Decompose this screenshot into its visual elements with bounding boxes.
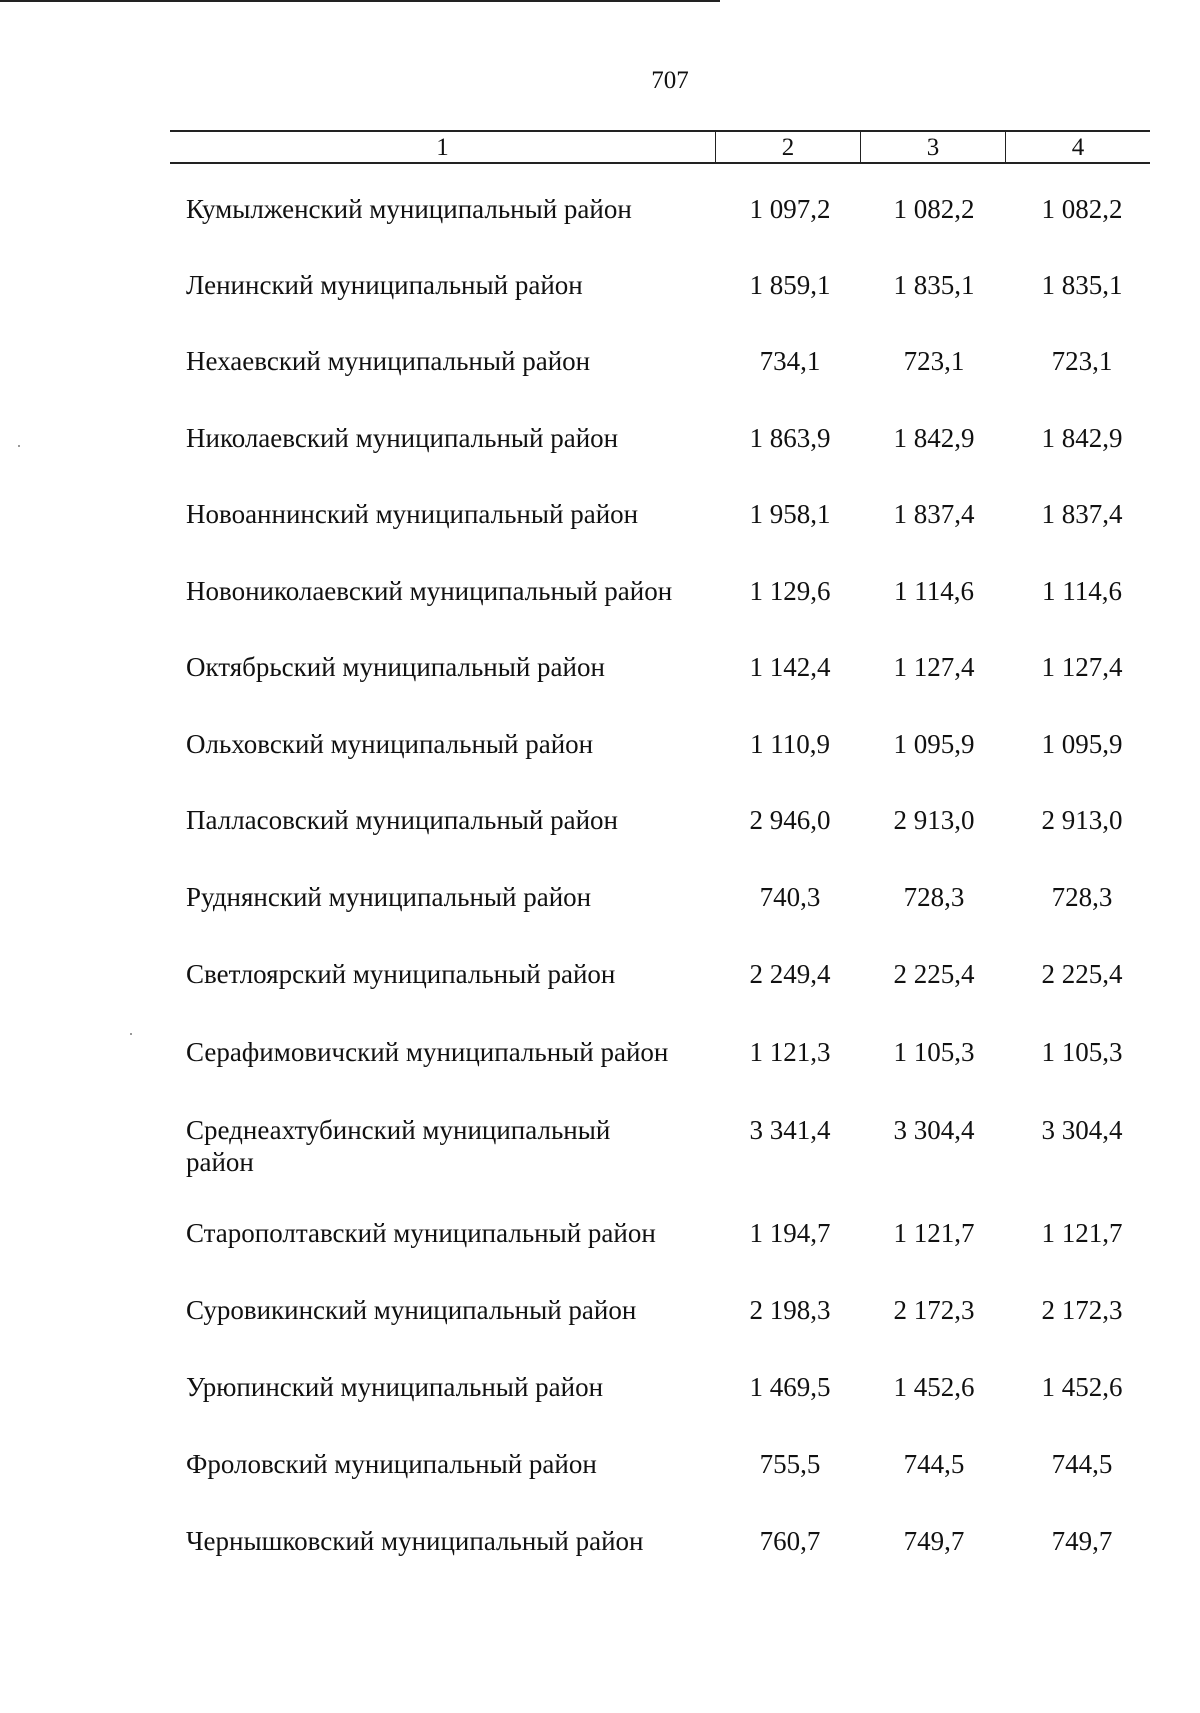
district-name: Чернышковский муниципальный район bbox=[186, 1526, 644, 1556]
value-col2: 1 142,4 bbox=[749, 652, 831, 682]
district-name: Старополтавский муниципальный район bbox=[186, 1218, 656, 1248]
value-col2: 1 129,6 bbox=[749, 576, 831, 606]
district-name: Николаевский муниципальный район bbox=[186, 423, 619, 453]
value-col2: 755,5 bbox=[759, 1449, 821, 1479]
value-col4: 1 837,4 bbox=[1041, 499, 1123, 529]
district-name: Новоаннинский муниципальный район bbox=[186, 499, 639, 529]
value-col2: 734,1 bbox=[759, 346, 821, 376]
value-col4: 723,1 bbox=[1051, 346, 1113, 376]
value-col4: 1 105,3 bbox=[1041, 1037, 1123, 1067]
value-col3: 1 105,3 bbox=[893, 1037, 975, 1067]
column-header-2: 2 bbox=[715, 132, 860, 162]
value-col2: 1 863,9 bbox=[749, 423, 831, 453]
column-header-1: 1 bbox=[436, 134, 449, 161]
value-col4: 3 304,4 bbox=[1041, 1115, 1123, 1145]
value-col3: 1 835,1 bbox=[893, 270, 975, 300]
value-col3: 1 837,4 bbox=[893, 499, 975, 529]
value-col3: 728,3 bbox=[903, 882, 965, 912]
district-name: Ленинский муниципальный район bbox=[186, 270, 583, 300]
district-name: Серафимовичский муниципальный район bbox=[186, 1037, 669, 1067]
value-col4: 1 835,1 bbox=[1041, 270, 1123, 300]
value-col3: 2 913,0 bbox=[893, 805, 975, 835]
value-col3: 3 304,4 bbox=[893, 1115, 975, 1145]
value-col3: 2 172,3 bbox=[893, 1295, 975, 1325]
district-name: Светлоярский муниципальный район bbox=[186, 959, 616, 989]
value-col4: 1 095,9 bbox=[1041, 729, 1123, 759]
district-name: Палласовский муниципальный район bbox=[186, 805, 618, 835]
value-col2: 1 097,2 bbox=[749, 194, 831, 224]
value-col2: 1 194,7 bbox=[749, 1218, 831, 1248]
district-name: Руднянский муниципальный район bbox=[186, 882, 592, 912]
district-name: Среднеахтубинский муниципальный район bbox=[186, 1115, 611, 1177]
value-col3: 2 225,4 bbox=[893, 959, 975, 989]
value-col3: 749,7 bbox=[903, 1526, 965, 1556]
value-col4: 1 121,7 bbox=[1041, 1218, 1123, 1248]
value-col2: 760,7 bbox=[759, 1526, 821, 1556]
column-header-3: 3 bbox=[860, 132, 1005, 162]
value-col3: 1 127,4 bbox=[893, 652, 975, 682]
page-number: 707 bbox=[651, 67, 689, 94]
value-col2: 2 198,3 bbox=[749, 1295, 831, 1325]
value-col2: 1 110,9 bbox=[750, 729, 830, 759]
value-col4: 2 913,0 bbox=[1041, 805, 1123, 835]
district-name: Новониколаевский муниципальный район bbox=[186, 576, 673, 606]
value-col4: 1 082,2 bbox=[1041, 194, 1123, 224]
value-col3: 1 114,6 bbox=[894, 576, 974, 606]
value-col2: 2 249,4 bbox=[749, 959, 831, 989]
district-name: Октябрьский муниципальный район bbox=[186, 652, 605, 682]
value-col4: 2 225,4 bbox=[1041, 959, 1123, 989]
value-col2: 2 946,0 bbox=[749, 805, 831, 835]
value-col4: 1 127,4 bbox=[1041, 652, 1123, 682]
value-col2: 740,3 bbox=[759, 882, 821, 912]
value-col4: 2 172,3 bbox=[1041, 1295, 1123, 1325]
value-col4: 749,7 bbox=[1051, 1526, 1113, 1556]
value-col4: 744,5 bbox=[1051, 1449, 1113, 1479]
value-col3: 1 842,9 bbox=[893, 423, 975, 453]
value-col2: 1 469,5 bbox=[749, 1372, 831, 1402]
value-col3: 744,5 bbox=[903, 1449, 965, 1479]
district-name: Кумылженский муниципальный район bbox=[186, 194, 632, 224]
district-name: Суровикинский муниципальный район bbox=[186, 1295, 637, 1325]
value-col4: 728,3 bbox=[1051, 882, 1113, 912]
value-col3: 1 082,2 bbox=[893, 194, 975, 224]
value-col2: 1 121,3 bbox=[749, 1037, 831, 1067]
value-col3: 723,1 bbox=[903, 346, 965, 376]
value-col4: 1 114,6 bbox=[1042, 576, 1122, 606]
district-name: Фроловский муниципальный район bbox=[186, 1449, 597, 1479]
value-col4: 1 452,6 bbox=[1041, 1372, 1123, 1402]
value-col4: 1 842,9 bbox=[1041, 423, 1123, 453]
district-name: Ольховский муниципальный район bbox=[186, 729, 594, 759]
column-header-4: 4 bbox=[1005, 132, 1150, 162]
district-name: Урюпинский муниципальный район bbox=[186, 1372, 604, 1402]
value-col2: 1 958,1 bbox=[749, 499, 831, 529]
district-name: Нехаевский муниципальный район bbox=[186, 346, 591, 376]
value-col2: 1 859,1 bbox=[749, 270, 831, 300]
value-col2: 3 341,4 bbox=[749, 1115, 831, 1145]
value-col3: 1 095,9 bbox=[893, 729, 975, 759]
value-col3: 1 452,6 bbox=[893, 1372, 975, 1402]
value-col3: 1 121,7 bbox=[893, 1218, 975, 1248]
